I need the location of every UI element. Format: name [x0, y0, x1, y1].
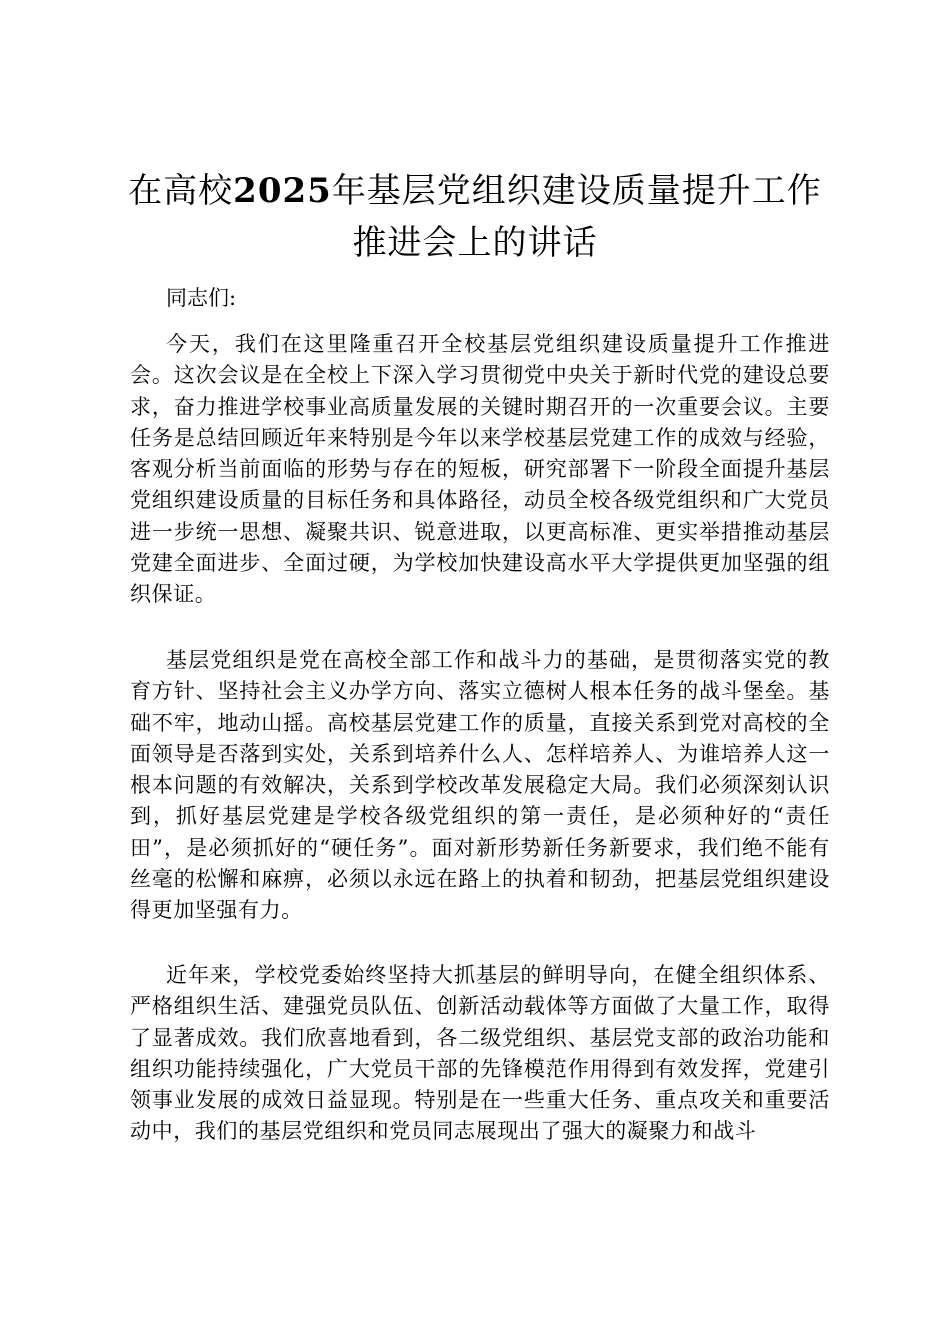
- paragraph-importance: 基层党组织是党在高校全部工作和战斗力的基础，是贯彻落实党的教育方针、坚持社会主义办学方向、落实立德树人根本任务的战斗堡垒。基础不牢，地动山摇。高校基层党建工作的质量，直接关系到党对高校的全面领导是否落到实处，关系到培养什么人、怎样培养人、为谁培养人这一根本问题的有效解决，关系到学校改革发展稳定大局。我们必须深刻认识到，抓好基层党建是学校各级党组织的第一责任，是必须种好的“责任田”，是必须抓好的“硬任务”。面对新形势新任务新要求，我们绝不能有丝毫的松懈和麻痹，必须以永远在路上的执着和韧劲，把基层党组织建设得更加坚强有力。: [130, 648, 830, 923]
- paragraph-opening: 今天，我们在这里隆重召开全校基层党组织建设质量提升工作推进会。这次会议是在全校上下深入学习贯彻党中央关于新时代党的建设总要求，奋力推进学校事业高质量发展的关键时期召开的一次重要会议。主要任务是总结回顾近年来特别是今年以来学校基层党建工作的成效与经验，客观分析当前面临的形势与存在的短板，研究部署下一阶段全面提升基层党组织建设质量的目标任务和具体路径，动员全校各级党组织和广大党员进一步统一思想、凝聚共识、锐意进取，以更高标准、更实举措推动基层党建全面进步、全面过硬，为学校加快建设高水平大学提供更加坚强的组织保证。: [130, 332, 830, 607]
- paragraph-achievements: 近年来，学校党委始终坚持大抓基层的鲜明导向，在健全组织体系、严格组织生活、建强党员队伍、创新活动载体等方面做了大量工作，取得了显著成效。我们欣喜地看到，各二级党组织、基层党支部的政治功能和组织功能持续强化，广大党员干部的先锋模范作用得到有效发挥，党建引领事业发展的成效日益显现。特别是在一些重大任务、重点攻关和重要活动中，我们的基层党组织和党员同志展现出了强大的凝聚力和战斗: [130, 963, 830, 1144]
- salutation: 同志们:: [166, 286, 237, 310]
- title-text-prefix: 在高校: [128, 171, 234, 211]
- document-title: [120, 165, 830, 269]
- title-text-suffix: 年基层党组织建设质量提升工作推进会上的讲话: [331, 171, 822, 263]
- title-year: 2025: [233, 171, 332, 211]
